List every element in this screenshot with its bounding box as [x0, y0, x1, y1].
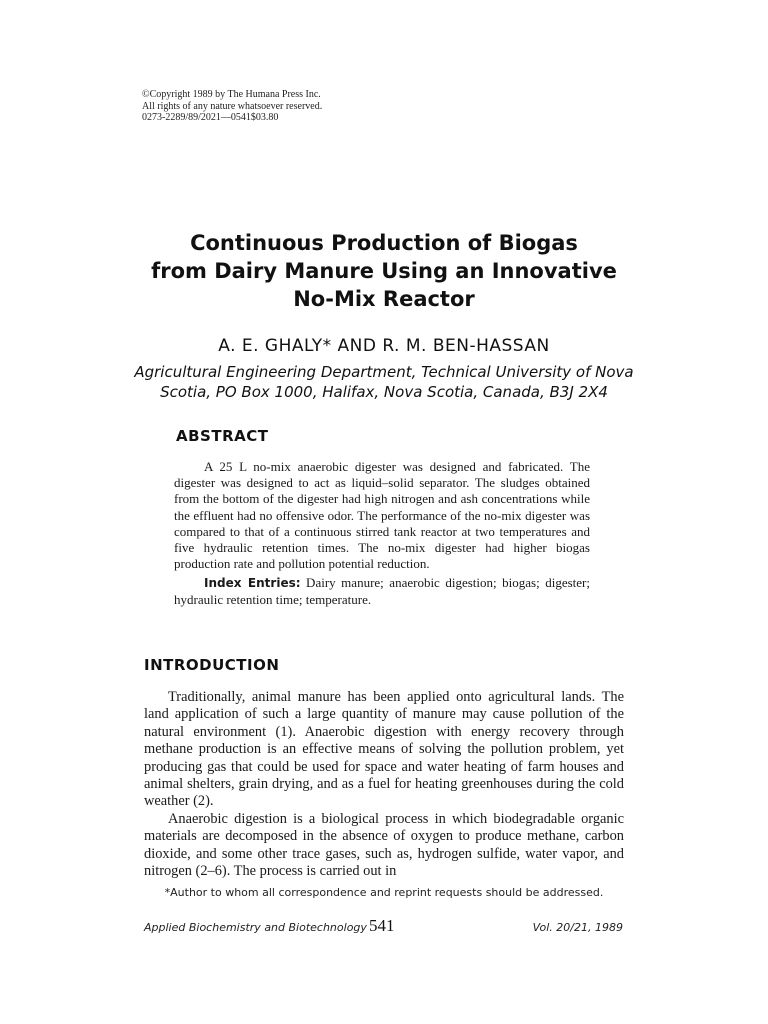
introduction-body	[144, 689, 624, 880]
page-number: 541	[369, 916, 395, 935]
copyright-line: ©Copyright 1989 by The Humana Press Inc.	[142, 89, 321, 100]
introduction-heading: INTRODUCTION	[144, 656, 280, 674]
author-affiliation	[0, 362, 768, 402]
index-entries	[174, 575, 590, 607]
title-line-2: from Dairy Manure Using an Innovative	[151, 259, 617, 283]
copyright-notice	[142, 89, 322, 124]
abstract-heading: ABSTRACT	[176, 427, 269, 445]
affiliation-line-2: Scotia, PO Box 1000, Halifax, Nova Scotia, Canada, B3J 2X4	[160, 383, 608, 401]
abstract-body	[174, 459, 590, 608]
intro-paragraph-2: Anaerobic digestion is a biological process in which biodegradable organic materials are decomposed in the absence of oxygen to produce methane, carbon dioxide, and some other trace gases, such as, hydrogen sulfide, water vapor, and nitrogen (2–6). The process is carried out in	[144, 810, 624, 880]
article-title	[0, 229, 768, 313]
rights-line: All rights of any nature whatsoever reserved.	[142, 100, 323, 112]
journal-name: Applied Biochemistry and Biotechnology	[144, 921, 367, 934]
title-line-3: No-Mix Reactor	[293, 287, 475, 311]
index-entries-label: Index Entries:	[204, 576, 301, 591]
author-footnote: *Author to whom all correspondence and reprint requests should be addressed.	[164, 886, 604, 899]
affiliation-line-1: Agricultural Engineering Department, Technical University of Nova	[134, 363, 634, 381]
issn-line: 0273-2289/89/2021—0541$03.80	[142, 112, 279, 123]
page-footer	[0, 916, 768, 940]
title-line-1: Continuous Production of Biogas	[190, 231, 578, 255]
volume-info: Vol. 20/21, 1989	[532, 921, 623, 934]
abstract-text: A 25 L no-mix anaerobic digester was designed and fabricated. The digester was designed to act as liquid–solid separator. The sludges obtained from the bottom of the digester had high nitrogen and ash concentrations while the effluent had no offensive odor. The performance of the no-mix digester was compared to that of a continuous stirred tank reactor at two temperatures and five hydraulic retention times. The no-mix digester had higher biogas production rate and pollution potential reduction.	[174, 459, 590, 572]
index-entries-text: Dairy manure; anaerobic digestion; biogas; digester; hydraulic retention time; temperature.	[174, 575, 590, 607]
intro-paragraph-1: Traditionally, animal manure has been applied onto agricultural lands. The land application of such a large quantity of manure may cause pollution of the natural environment (1). Anaerobic digestion with energy recovery through methane production is an effective means of solving the pollution problem, yet producing gas that could be used for space and water heating of farm houses and animal shelters, grain drying, and as a fuel for heating greenhouses during the cold weather (2).	[144, 689, 624, 810]
author-list: A. E. GHALY* AND R. M. BEN-HASSAN	[218, 336, 550, 356]
